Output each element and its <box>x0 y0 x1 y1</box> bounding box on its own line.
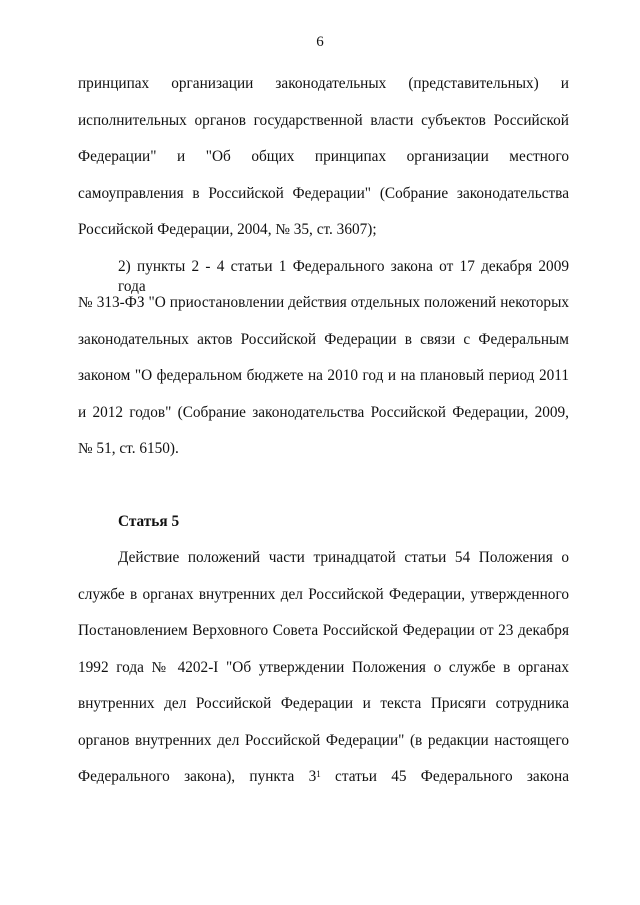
text-line: и 2012 годов" (Собрание законодательства Российской Федерации, 2009, <box>78 404 569 421</box>
article-heading: Статья 5 <box>118 513 180 530</box>
text-line: Федерации" и "Об общих принципах организации местного <box>78 148 569 165</box>
text-line: органов внутренних дел Российской Федерации" (в редакции настоящего <box>78 732 569 749</box>
text-line: законом "О федеральном бюджете на 2010 год и на плановый период 2011 <box>78 367 569 384</box>
text-line: внутренних дел Российской Федерации и текста Присяги сотрудника <box>78 695 569 712</box>
text-line: принципах организации законодательных (представительных) и <box>78 75 569 92</box>
text-line: исполнительных органов государственной власти субъектов Российской <box>78 112 569 129</box>
text-line: службе в органах внутренних дел Российской Федерации, утвержденного <box>78 586 569 603</box>
page-number: 6 <box>316 34 324 50</box>
text-segment: статьи 45 Федерального закона <box>335 768 570 785</box>
text-line: самоуправления в Российской Федерации" (Собрание законодательства <box>78 185 569 202</box>
text-line: № 51, ст. 6150). <box>78 440 179 457</box>
text-line: Постановлением Верховного Совета Российской Федерации от 23 декабря <box>78 622 569 639</box>
text-line: Российской Федерации, 2004, № 35, ст. 3607); <box>78 221 377 238</box>
text-line: № 313-ФЗ "О приостановлении действия отдельных положений некоторых <box>78 294 569 311</box>
text-segment: Федерального закона), пункта 3 <box>78 768 317 785</box>
superscript: 1 <box>316 769 321 779</box>
text-line: 2) пункты 2 - 4 статьи 1 Федерального закона от 17 декабря 2009 года <box>118 258 569 295</box>
text-line: 1992 года № 4202-I "Об утверждении Положения о службе в органах <box>78 659 569 676</box>
text-line <box>78 767 569 787</box>
text-line: Действие положений части тринадцатой статьи 54 Положения о <box>118 549 569 566</box>
text-line: законодательных актов Российской Федерации в связи с Федеральным <box>78 331 569 348</box>
